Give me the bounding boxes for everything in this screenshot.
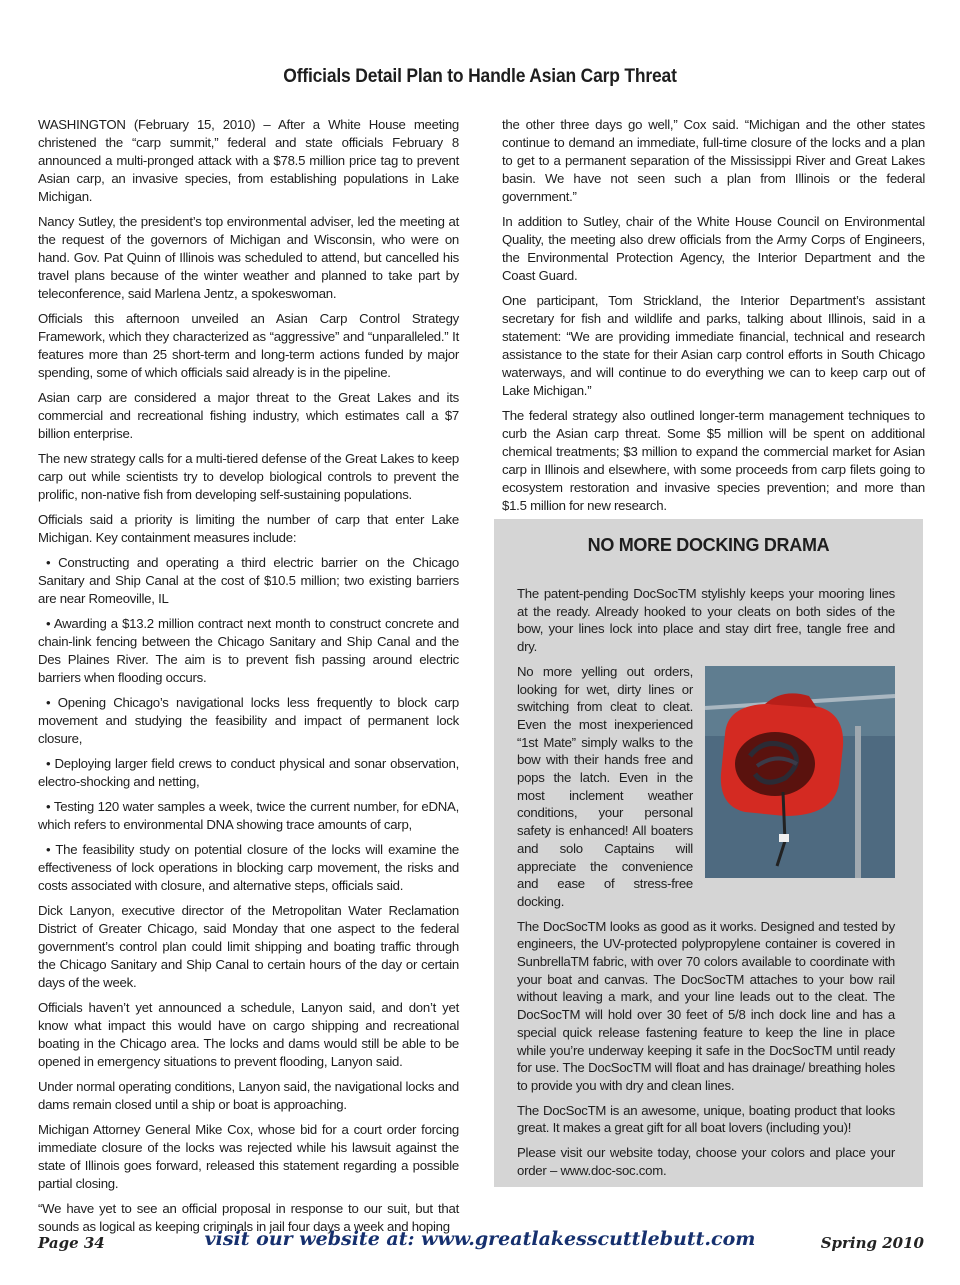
website-link[interactable]: visit our website at: www.greatlakesscuttlebutt.com — [204, 1228, 756, 1250]
bullet-item: • Deploying larger field crews to conduct physical and sonar observation, electro-shocking and netting, — [38, 756, 459, 789]
sidebar-paragraph: The DocSocTM looks as good as it works. Designed and tested by engineers, the UV-protected polypropylene container is covered in SunbrellaTM fabric, with over 70 colors available to coordinate with your boat and canvas. The DocSocTM attaches to your bow rail without leaving a mark, and your line leads out to the cleat. The DocSocTM will hold over 30 feet of 5/8 inch dock line and has a special quick release fastening feature to keep the line in place while you’re underway keeping it safe in the DocSocTM until ready for use. The DocSocTM will float and has drainage/ breathing holes to provide you with dry and clean lines. — [517, 918, 895, 1093]
paragraph: Asian carp are considered a major threat to the Great Lakes and its commercial and recreational fishing industry, which estimates call a $7 billion enterprise. — [38, 390, 459, 441]
bullet-item: • Awarding a $13.2 million contract next month to construct concrete and chain-link fencing between the Chicago Sanitary and Ship Canal and the Des Plaines River. The aim is to prevent fish passing around electric barriers when flooding occurs. — [38, 616, 459, 685]
sidebar-body — [517, 585, 895, 1187]
bullet-item: • The feasibility study on potential closure of the locks will examine the effectiveness of lock operations in blocking carp movement, the risks and costs associated with closure, and alternative steps, officials said. — [38, 842, 459, 893]
article-right-column — [502, 116, 925, 522]
paragraph: “We have yet to see an official proposal in response to our suit, but that sounds as logical as keeping criminals in jail four days a week and hoping — [38, 1201, 459, 1234]
sidebar-title: NO MORE DOCKING DRAMA — [587, 535, 830, 555]
page-number: Page 34 — [38, 1234, 105, 1252]
paragraph: The federal strategy also outlined longer-term management techniques to curb the Asian carp threat. Some $5 million will be spent on additional chemical treatments; $3 million to expand the commercial market for Asian carp in Illinois and elsewhere, with some proceeds from carp filets going to ecosystem restoration and invasive species prevention; and more than $1.5 million for new research. — [502, 408, 925, 513]
sidebar-paragraph: The patent-pending DocSocTM stylishly keeps your mooring lines at the ready. Already hooked to your cleats on both sides of the bow, your lines lock into place and stay dirt free, tangle free and dry. — [517, 586, 895, 655]
paragraph: Officials haven’t yet announced a schedule, Lanyon said, and don’t yet know what impact this would have on cargo shipping and recreational boating in the Chicago area. The locks and dams would still be able to be opened in emergency situations to prevent flooding, Lanyon said. — [38, 1000, 459, 1069]
paragraph: Under normal operating conditions, Lanyon said, the navigational locks and dams remain closed until a ship or boat is approaching. — [38, 1079, 459, 1112]
issue-season: Spring 2010 — [820, 1234, 924, 1252]
paragraph: Officials said a priority is limiting the number of carp that enter Lake Michigan. Key containment measures include: — [38, 512, 459, 545]
article-left-column — [38, 116, 459, 1243]
paragraph: WASHINGTON (February 15, 2010) – After a White House meeting christened the “carp summit,” federal and state officials February 8 announced a multi-pronged attack with a $78.5 million price tag to prevent Asian carp, an invasive species, from establishing populations in Lake Michigan. — [38, 117, 459, 204]
paragraph: In addition to Sutley, chair of the White House Council on Environmental Quality, the meeting also drew officials from the Army Corps of Engineers, the Environmental Protection Agency, the Interior Department and the Coast Guard. — [502, 214, 925, 283]
docsoc-sidebar — [494, 519, 923, 1187]
page-footer — [0, 1228, 960, 1258]
paragraph: Dick Lanyon, executive director of the Metropolitan Water Reclamation District of Greater Chicago, said Monday that one aspect to the federal government’s control plan could limit shipping and boating traffic through the Chicago Sanitary and Ship Canal to certain hours of the day or certain days of the week. — [38, 903, 459, 990]
bullet-item: • Opening Chicago’s navigational locks less frequently to block carp movement and studying the feasibility and impact of permanent lock closure, — [38, 695, 459, 746]
sidebar-paragraph: The DocSocTM is an awesome, unique, boating product that looks great. It makes a great gift for all boat lovers (including you)! — [517, 1102, 895, 1136]
sidebar-paragraph: Please visit our website today, choose your colors and place your order – www.doc-soc.com. — [517, 1145, 895, 1178]
paragraph: Officials this afternoon unveiled an Asian Carp Control Strategy Framework, which they characterized as “aggressive” and “unparalleled.” It features more than 25 short-term and long-term actions funded by major spending, some of which officials said already is in the pipeline. — [38, 311, 459, 380]
bullet-item: • Constructing and operating a third electric barrier on the Chicago Sanitary and Ship Canal at the cost of $10.5 million; two existing barriers are near Romeoville, IL — [38, 555, 459, 606]
paragraph: One participant, Tom Strickland, the Interior Department’s assistant secretary for fish and wildlife and parks, talking about Illinois, said in a statement: “We are providing immediate financial, technical and research assistance to the state for their Asian carp control efforts in South Chicago waterways, and will continue to do everything we can to keep carp out of Lake Michigan.” — [502, 293, 925, 398]
paragraph: The new strategy calls for a multi-tiered defense of the Great Lakes to keep carp out while scientists try to develop biological controls to prevent the prolific, non-native fish from developing self-sustaining populations. — [38, 451, 459, 502]
article-headline: Officials Detail Plan to Handle Asian Carp Threat — [283, 66, 677, 87]
sidebar-paragraph: No more yelling out orders, looking for wet, dirty lines or switching from cleat to cleat. Even the most inexperienced “1st Mate” simply walks to the bow with their hands free and pops the latch. Even in the most inclement weather conditions, your personal safety is enhanced! All boaters and solo Captains will appreciate the convenience and ease of stress-free docking. — [517, 663, 693, 909]
paragraph: Michigan Attorney General Mike Cox, whose bid for a court order forcing immediate closure of the locks was rejected while his lawsuit against the state of Illinois goes forward, released this statement regarding a possible partial closing. — [38, 1122, 459, 1191]
paragraph: the other three days go well,” Cox said. “Michigan and the other states continue to demand an immediate, full-time closure of the locks and a plan to get to a permanent separation of the Mississippi River and Great Lakes basin. We have not seen such a plan from Illinois or the federal government.” — [502, 117, 925, 204]
bullet-item: • Testing 120 water samples a week, twice the current number, for eDNA, which refers to environmental DNA showing trace amounts of carp, — [38, 799, 459, 832]
docsoc-photo-graphic — [705, 666, 895, 878]
docsoc-product-photo — [705, 666, 895, 878]
paragraph: Nancy Sutley, the president’s top environmental adviser, led the meeting at the request of the governors of Michigan and Wisconsin, who were on hand. Gov. Pat Quinn of Illinois was scheduled to attend, but cancelled his travel plans because of the winter weather and planned to take part by teleconference, said Marlena Jentz, a spokeswoman. — [38, 214, 459, 301]
